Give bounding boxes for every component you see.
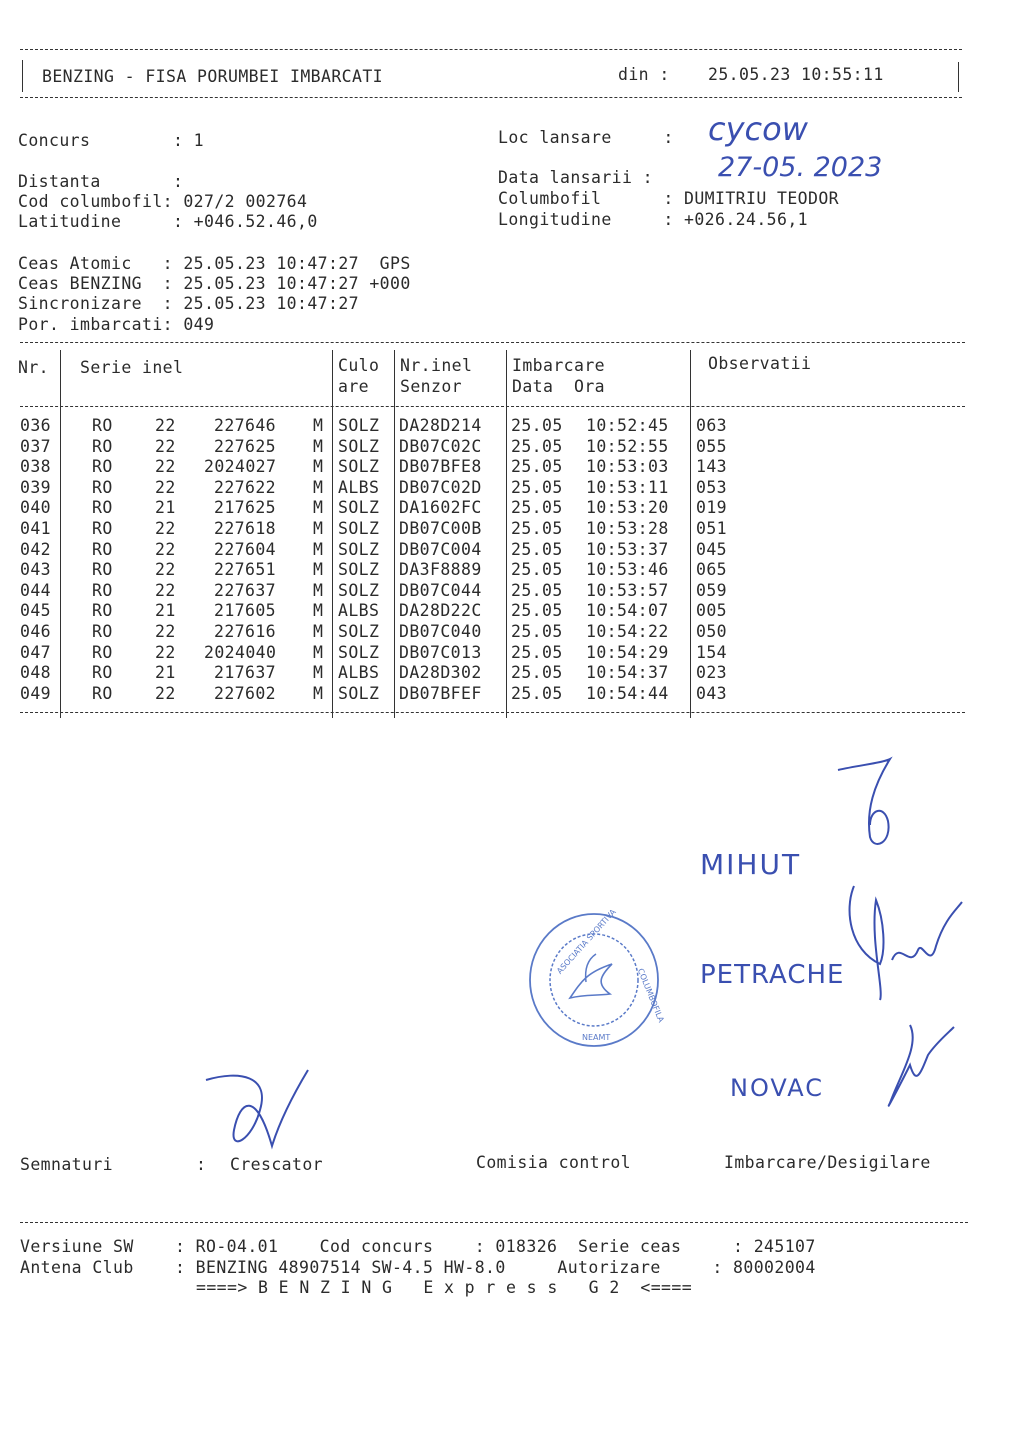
row-senzor: DA1602FC: [399, 498, 482, 518]
cod-columbofil-field: Cod columbofil: 027/2 002764: [18, 192, 308, 211]
row-culoare: SOLZ: [338, 580, 380, 600]
row-observatii: 043: [696, 683, 728, 703]
distanta-field: Distanta :: [18, 172, 184, 191]
row-nr: 039: [20, 477, 52, 497]
table-bottom-rule: [20, 712, 965, 713]
row-observatii: 045: [696, 539, 728, 559]
table-row: [0, 519, 1024, 539]
row-sex: M: [313, 457, 324, 477]
latitudine-field: Latitudine : +046.52.46,0: [18, 212, 318, 231]
row-ro: RO: [92, 642, 113, 662]
row-year: 22: [155, 622, 176, 641]
row-sex: M: [313, 601, 324, 621]
row-observatii: 051: [696, 519, 728, 538]
row-culoare: SOLZ: [338, 539, 380, 559]
row-data: 25.05: [511, 683, 563, 703]
row-ro: RO: [92, 436, 113, 456]
row-data: 25.05: [511, 580, 563, 600]
table-row: [0, 643, 1024, 663]
longitudine-field: Longitudine : +026.24.56,1: [498, 210, 809, 229]
header-bottom-rule: [20, 97, 962, 98]
table-header-rule: [20, 406, 965, 407]
row-nr: 042: [20, 539, 52, 559]
row-sex: M: [313, 683, 324, 703]
row-nr: 037: [20, 436, 52, 456]
row-data: 25.05: [511, 457, 563, 477]
row-data: 25.05: [511, 498, 563, 518]
row-year: 22: [155, 642, 176, 662]
row-observatii: 019: [696, 498, 728, 518]
row-year: 22: [155, 683, 176, 703]
row-nr: 040: [20, 498, 52, 518]
table-row: [0, 437, 1024, 457]
row-observatii: 005: [696, 601, 728, 621]
row-culoare: SOLZ: [338, 622, 380, 641]
row-year: 22: [155, 560, 176, 580]
row-culoare: SOLZ: [338, 642, 380, 662]
row-data: 25.05: [511, 560, 563, 580]
ceas-atomic-field: Ceas Atomic : 25.05.23 10:47:27 GPS: [18, 254, 411, 273]
row-culoare: SOLZ: [338, 498, 380, 518]
row-ora: 10:52:55: [586, 436, 669, 456]
row-observatii: 059: [696, 580, 728, 600]
table-row: [0, 540, 1024, 560]
row-observatii: 050: [696, 622, 728, 641]
row-senzor: DB07C00B: [399, 519, 482, 538]
row-senzor: DA3F8889: [399, 560, 482, 580]
row-culoare: SOLZ: [338, 416, 380, 435]
row-observatii: 143: [696, 457, 728, 477]
concurs-field: Concurs : 1: [18, 131, 205, 150]
row-year: 22: [155, 539, 176, 559]
row-observatii: 063: [696, 416, 728, 435]
row-ro: RO: [92, 683, 113, 703]
row-sex: M: [313, 436, 324, 456]
row-inel: 227618: [214, 519, 277, 538]
row-senzor: DB07C02C: [399, 436, 482, 456]
row-year: 21: [155, 601, 176, 621]
table-row: [0, 622, 1024, 642]
row-senzor: DA28D214: [399, 416, 482, 435]
row-ora: 10:54:37: [586, 663, 669, 683]
row-data: 25.05: [511, 477, 563, 497]
header-right-border: [958, 62, 959, 92]
row-culoare: ALBS: [338, 601, 380, 621]
row-ora: 10:53:46: [586, 560, 669, 580]
row-data: 25.05: [511, 601, 563, 621]
comisia-control-label: Comisia control: [476, 1153, 632, 1172]
row-year: 22: [155, 457, 176, 477]
row-sex: M: [313, 477, 324, 497]
row-data: 25.05: [511, 642, 563, 662]
row-year: 22: [155, 519, 176, 538]
name-novac: NOVAC: [730, 1074, 825, 1102]
row-ro: RO: [92, 457, 113, 477]
row-inel: 227651: [214, 560, 277, 580]
col-header-nr: Nr.: [18, 358, 50, 377]
row-senzor: DB07C02D: [399, 477, 482, 497]
row-ora: 10:54:22: [586, 622, 669, 641]
row-data: 25.05: [511, 436, 563, 456]
row-ro: RO: [92, 416, 113, 435]
row-ora: 10:53:03: [586, 457, 669, 477]
row-year: 22: [155, 436, 176, 456]
loc-lansare-handwritten: cycow: [708, 110, 808, 148]
row-senzor: DA28D302: [399, 663, 482, 683]
row-culoare: ALBS: [338, 477, 380, 497]
table-top-rule: [20, 342, 965, 343]
row-nr: 041: [20, 519, 52, 538]
row-ro: RO: [92, 601, 113, 621]
row-nr: 049: [20, 683, 52, 703]
row-nr: 044: [20, 580, 52, 600]
row-year: 22: [155, 580, 176, 600]
header-din-label: din :: [618, 65, 670, 84]
row-year: 22: [155, 477, 176, 497]
table-row: [0, 601, 1024, 621]
row-observatii: 053: [696, 477, 728, 497]
row-culoare: SOLZ: [338, 436, 380, 456]
row-senzor: DB07BFEF: [399, 683, 482, 703]
footer-rule: [20, 1222, 968, 1223]
row-senzor: DB07C013: [399, 642, 482, 662]
imbarcare-desigilare-label: Imbarcare/Desigilare: [724, 1153, 931, 1172]
row-sex: M: [313, 519, 324, 538]
table-row: [0, 581, 1024, 601]
row-inel: 217625: [214, 498, 277, 518]
row-senzor: DB07BFE8: [399, 457, 482, 477]
row-ro: RO: [92, 580, 113, 600]
signature-novac-icon: [870, 1015, 960, 1115]
data-lansarii-label: Data lansarii :: [498, 168, 654, 187]
table-row: [0, 684, 1024, 704]
row-ora: 10:53:20: [586, 498, 669, 518]
header-top-rule: [20, 49, 962, 50]
row-data: 25.05: [511, 539, 563, 559]
columbofil-field: Columbofil : DUMITRIU TEODOR: [498, 189, 840, 208]
row-culoare: SOLZ: [338, 560, 380, 580]
row-culoare: SOLZ: [338, 519, 380, 538]
stamp-icon: [526, 907, 666, 1050]
row-ora: 10:54:07: [586, 601, 669, 621]
col-header-imbarcare-1: Imbarcare: [512, 356, 606, 375]
table-row: [0, 663, 1024, 683]
row-culoare: SOLZ: [338, 457, 380, 477]
row-ora: 10:54:44: [586, 683, 669, 703]
row-ro: RO: [92, 477, 113, 497]
row-nr: 038: [20, 457, 52, 477]
row-year: 22: [155, 416, 176, 435]
row-ora: 10:53:11: [586, 477, 669, 497]
name-mihut: MIHUT: [700, 848, 802, 881]
row-sex: M: [313, 580, 324, 600]
row-ora: 10:53:57: [586, 580, 669, 600]
col-header-nrinel-1: Nr.inel: [400, 356, 473, 375]
row-sex: M: [313, 642, 324, 662]
loc-lansare-label: Loc lansare :: [498, 128, 674, 147]
row-ro: RO: [92, 622, 113, 641]
row-observatii: 154: [696, 642, 728, 662]
col-header-culoare-1: Culo: [338, 356, 380, 375]
row-year: 21: [155, 498, 176, 518]
sincronizare-field: Sincronizare : 25.05.23 10:47:27: [18, 294, 360, 313]
row-inel: 227646: [214, 416, 277, 435]
row-observatii: 055: [696, 436, 728, 456]
row-sex: M: [313, 539, 324, 559]
table-row: [0, 560, 1024, 580]
row-senzor: DB07C040: [399, 622, 482, 641]
signature-crescator-icon: [200, 1060, 320, 1160]
semnaturi-colon: :: [196, 1155, 207, 1174]
row-ora: 10:54:29: [586, 642, 669, 662]
row-nr: 047: [20, 642, 52, 662]
row-year: 21: [155, 663, 176, 683]
svg-text:NEAMT: NEAMT: [582, 1033, 611, 1042]
row-sex: M: [313, 663, 324, 683]
col-header-serie: Serie inel: [80, 358, 184, 377]
ceas-benzing-field: Ceas BENZING : 25.05.23 10:47:27 +000: [18, 274, 411, 293]
crescator-label: Crescator: [230, 1155, 324, 1174]
col-header-imbarcare-2: Data Ora: [512, 377, 606, 396]
row-culoare: SOLZ: [338, 683, 380, 703]
row-data: 25.05: [511, 519, 563, 538]
row-nr: 036: [20, 416, 52, 435]
row-inel: 227625: [214, 436, 277, 456]
row-ro: RO: [92, 539, 113, 559]
row-ora: 10:53:28: [586, 519, 669, 538]
name-petrache: PETRACHE: [700, 960, 845, 990]
row-senzor: DA28D22C: [399, 601, 482, 621]
table-row: [0, 457, 1024, 477]
footer-versiune-line: Versiune SW : RO-04.01 Cod concurs : 018326 Serie ceas : 245107: [20, 1237, 816, 1256]
row-observatii: 065: [696, 560, 728, 580]
col-header-nrinel-2: Senzor: [400, 377, 463, 396]
row-culoare: ALBS: [338, 663, 380, 683]
row-data: 25.05: [511, 416, 563, 435]
header-din-value: 25.05.23 10:55:11: [708, 65, 884, 84]
signature-mihut-icon: [830, 755, 920, 855]
row-ro: RO: [92, 519, 113, 538]
row-sex: M: [313, 622, 324, 641]
table-row: [0, 416, 1024, 436]
row-inel: 2024040: [204, 642, 277, 662]
signature-petrache-icon: [840, 880, 970, 1010]
row-inel: 227622: [214, 477, 277, 497]
row-sex: M: [313, 560, 324, 580]
col-header-observatii: Observatii: [708, 354, 812, 373]
row-ro: RO: [92, 498, 113, 518]
row-senzor: DB07C044: [399, 580, 482, 600]
semnaturi-label: Semnaturi: [20, 1155, 114, 1174]
row-nr: 045: [20, 601, 52, 621]
row-data: 25.05: [511, 663, 563, 683]
svg-text:ASOCIATIA SPORTIVA: ASOCIATIA SPORTIVA: [554, 907, 618, 976]
row-sex: M: [313, 416, 324, 435]
row-inel: 227637: [214, 580, 277, 600]
row-sex: M: [313, 498, 324, 518]
row-nr: 043: [20, 560, 52, 580]
footer-benzing-banner: ====> B E N Z I N G E x p r e s s G 2 <====: [196, 1278, 693, 1297]
table-row: [0, 498, 1024, 518]
row-senzor: DB07C004: [399, 539, 482, 559]
row-ora: 10:52:45: [586, 416, 669, 435]
row-inel: 217637: [214, 663, 277, 683]
row-inel: 227604: [214, 539, 277, 559]
table-row: [0, 478, 1024, 498]
porumbei-imbarcati-field: Por. imbarcati: 049: [18, 315, 215, 334]
row-inel: 2024027: [204, 457, 277, 477]
row-data: 25.05: [511, 622, 563, 641]
page-title: BENZING - FISA PORUMBEI IMBARCATI: [42, 67, 384, 86]
row-ro: RO: [92, 560, 113, 580]
col-header-culoare-2: are: [338, 377, 370, 396]
svg-text:COLUMBOFILA: COLUMBOFILA: [635, 967, 666, 1024]
row-inel: 227602: [214, 683, 277, 703]
row-ora: 10:53:37: [586, 539, 669, 559]
header-left-border: [22, 60, 23, 92]
row-observatii: 023: [696, 663, 728, 683]
row-nr: 048: [20, 663, 52, 683]
row-ro: RO: [92, 663, 113, 683]
data-lansarii-handwritten: 27-05. 2023: [718, 152, 883, 183]
row-inel: 227616: [214, 622, 277, 641]
row-nr: 046: [20, 622, 52, 641]
footer-antena-line: Antena Club : BENZING 48907514 SW-4.5 HW-8.0 Autorizare : 80002004: [20, 1258, 816, 1277]
row-inel: 217605: [214, 601, 277, 621]
